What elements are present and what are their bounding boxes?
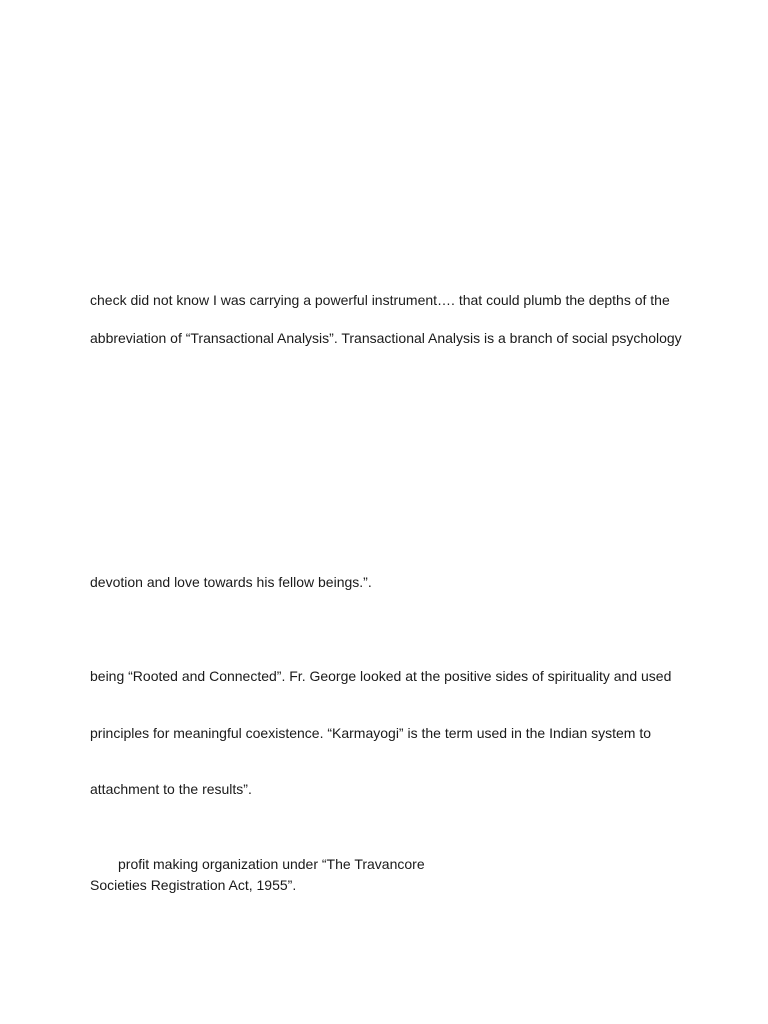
- text-line-6: attachment to the results”.: [90, 781, 252, 797]
- text-line-4: being “Rooted and Connected”. Fr. George looked at the positive sides of spirituality and used: [90, 668, 672, 684]
- text-line-1: check did not know I was carrying a powerful instrument…. that could plumb the depths of the: [90, 292, 670, 308]
- text-line-5: principles for meaningful coexistence. “Karmayogi” is the term used in the Indian system to: [90, 725, 652, 741]
- text-line-7: profit making organization under “The Travancore: [118, 856, 425, 872]
- text-line-8: Societies Registration Act, 1955”.: [90, 877, 297, 893]
- text-line-3: devotion and love towards his fellow beings.”.: [90, 574, 372, 590]
- text-line-2: abbreviation of “Transactional Analysis”. Transactional Analysis is a branch of social psychology: [90, 330, 682, 346]
